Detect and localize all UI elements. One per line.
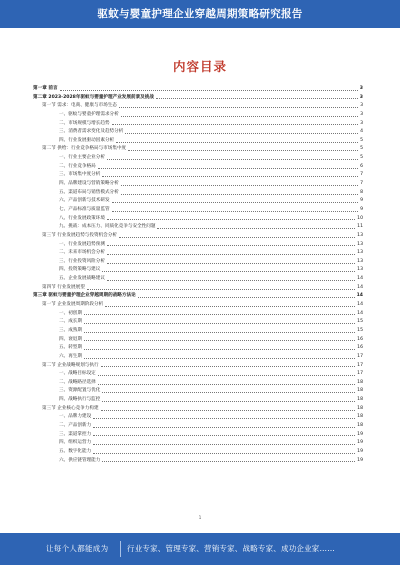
toc-entry[interactable] xyxy=(33,249,363,258)
toc-entry[interactable] xyxy=(33,85,363,94)
toc-entry-page: 3 xyxy=(360,111,363,117)
toc-entry-page: 14 xyxy=(357,310,363,316)
toc-entry-label: 第二节 企业战略规划与执行 xyxy=(42,362,100,371)
toc-entry-label: 四、组织运营力 xyxy=(59,439,92,448)
report-title: 驱蚊与婴童护理企业穿越周期策略研究报告 xyxy=(97,8,303,20)
toc-entry[interactable] xyxy=(33,145,363,154)
toc-entry-label: 一、驱蚊与婴童护理需求分析 xyxy=(59,111,120,120)
toc-entry-page: 19 xyxy=(357,431,363,437)
toc-entry-page: 18 xyxy=(357,414,363,420)
footer-slogan: 让每个人都能成为 xyxy=(46,544,109,553)
toc-entry-label: 第三章 驱蚊与婴童护理企业穿越周期的战略方法论 xyxy=(33,292,137,301)
toc-entry-page: 3 xyxy=(360,103,363,109)
toc-leader-dots xyxy=(157,228,355,229)
toc-entry-page: 18 xyxy=(357,405,363,411)
page-number: 1 xyxy=(198,515,202,520)
toc-entry[interactable] xyxy=(33,128,363,137)
toc-entry[interactable] xyxy=(33,94,363,103)
toc-entry-page: 7 xyxy=(360,172,363,178)
toc-entry[interactable] xyxy=(33,301,363,310)
toc-entry-label: 一、战略目标设定 xyxy=(59,370,97,379)
toc-entry-label: 四、衰退期 xyxy=(59,336,83,345)
toc-leader-dots xyxy=(93,418,355,419)
toc-entry[interactable] xyxy=(33,422,363,431)
toc-leader-dots xyxy=(84,340,355,341)
toc-entry[interactable] xyxy=(33,396,363,405)
toc-leader-dots xyxy=(125,133,358,134)
toc-entry-label: 第三节 企业核心竞争力构建 xyxy=(42,405,100,414)
toc-entry[interactable] xyxy=(33,232,363,241)
toc-entry[interactable] xyxy=(33,379,363,388)
toc-entry-page: 13 xyxy=(357,232,363,238)
toc-entry[interactable] xyxy=(33,310,363,319)
toc-entry-page: 11 xyxy=(357,224,363,230)
toc-entry-label: 二、行业竞争格局 xyxy=(59,163,97,172)
toc-leader-dots xyxy=(121,116,358,117)
toc-entry-page: 16 xyxy=(357,336,363,342)
toc-entry[interactable] xyxy=(33,197,363,206)
toc-leader-dots xyxy=(101,366,356,367)
toc-entry[interactable] xyxy=(33,439,363,448)
toc-leader-dots xyxy=(121,185,358,186)
footer-tagline: 行业专家、管理专家、营销专家、战略专家、成功企业家…… xyxy=(127,544,335,553)
toc-entry[interactable] xyxy=(33,318,363,327)
toc-entry-label: 第一节 企业发展周期阶段分析 xyxy=(42,301,104,310)
toc-leader-dots xyxy=(93,435,355,436)
toc-entry-label: 五、数字化能力 xyxy=(59,448,92,457)
table-of-contents xyxy=(33,85,363,465)
toc-entry-label: 四、品牌建设与营销策略分析 xyxy=(59,180,120,189)
toc-leader-dots xyxy=(102,401,355,402)
toc-entry-label: 三、资源配置与优化 xyxy=(59,387,101,396)
toc-entry[interactable] xyxy=(33,457,363,466)
toc-leader-dots xyxy=(84,332,355,333)
toc-entry[interactable] xyxy=(33,362,363,371)
toc-entry-page: 19 xyxy=(357,457,363,463)
toc-leader-dots xyxy=(119,107,358,108)
toc-leader-dots xyxy=(112,124,359,125)
toc-leader-dots xyxy=(156,98,358,99)
toc-leader-dots xyxy=(102,461,355,462)
toc-leader-dots xyxy=(112,202,359,203)
toc-entry-label: 四、行业发展驱动因素分析 xyxy=(59,137,115,146)
toc-entry-page: 9 xyxy=(360,206,363,212)
toc-entry[interactable] xyxy=(33,163,363,172)
toc-entry[interactable] xyxy=(33,258,363,267)
toc-entry-page: 3 xyxy=(359,94,363,100)
toc-entry-page: 13 xyxy=(357,241,363,247)
toc-leader-dots xyxy=(87,289,355,290)
toc-entry[interactable] xyxy=(33,189,363,198)
toc-title: 内容目录 xyxy=(172,59,227,74)
toc-entry[interactable] xyxy=(33,370,363,379)
toc-entry-label: 一、行业发展趋势预测 xyxy=(59,241,106,250)
toc-entry-label: 八、行业发展政策环境 xyxy=(59,215,106,224)
toc-leader-dots xyxy=(119,237,355,238)
toc-entry-label: 三、消费者需求变化及趋势分析 xyxy=(59,128,124,137)
toc-leader-dots xyxy=(60,90,358,91)
toc-entry-page: 3 xyxy=(359,86,363,91)
toc-entry-page: 15 xyxy=(357,327,363,333)
toc-entry[interactable] xyxy=(33,206,363,215)
toc-entry-label: 三、行业投资风险分析 xyxy=(59,258,106,267)
toc-entry-page: 17 xyxy=(357,353,363,359)
toc-entry-label: 五、转型期 xyxy=(59,344,83,353)
toc-leader-dots xyxy=(93,453,355,454)
toc-entry[interactable] xyxy=(33,241,363,250)
toc-entry-label: 三、成熟期 xyxy=(59,327,83,336)
toc-entry-label: 三、市场集中度分析 xyxy=(59,171,101,180)
toc-entry-label: 二、未来市场机会分析 xyxy=(59,249,106,258)
toc-entry[interactable] xyxy=(33,405,363,414)
toc-leader-dots xyxy=(116,142,358,143)
toc-entry-page: 8 xyxy=(360,189,363,195)
toc-entry[interactable] xyxy=(33,336,363,345)
toc-leader-dots xyxy=(107,280,355,281)
toc-leader-dots xyxy=(128,150,358,151)
toc-entry-page: 14 xyxy=(357,276,363,282)
toc-entry-page: 15 xyxy=(357,319,363,325)
toc-entry-label: 第一节 需求：电商、健康与市场生态 xyxy=(42,102,118,111)
toc-entry-page: 10 xyxy=(357,215,363,221)
toc-leader-dots xyxy=(93,444,355,445)
toc-leader-dots xyxy=(98,375,355,376)
toc-leader-dots xyxy=(84,314,355,315)
toc-entry[interactable] xyxy=(33,266,363,275)
toc-entry-label: 二、市场规模与增长趋势 xyxy=(59,120,111,129)
toc-leader-dots xyxy=(98,384,355,385)
toc-entry[interactable] xyxy=(33,180,363,189)
toc-entry[interactable] xyxy=(33,353,363,362)
toc-entry[interactable] xyxy=(33,448,363,457)
toc-entry[interactable] xyxy=(33,344,363,353)
toc-entry-page: 19 xyxy=(357,440,363,446)
toc-entry-label: 第四节 行业发展展望 xyxy=(42,284,86,293)
toc-entry[interactable] xyxy=(33,413,363,422)
toc-entry[interactable] xyxy=(33,387,363,396)
toc-entry-page: 18 xyxy=(357,422,363,428)
toc-entry[interactable] xyxy=(33,215,363,224)
toc-entry-page: 5 xyxy=(360,146,363,152)
toc-entry-label: 二、战略路径选择 xyxy=(59,379,97,388)
toc-entry-label: 四、投资策略与建议 xyxy=(59,266,101,275)
footer-divider xyxy=(120,541,121,557)
toc-entry-page: 13 xyxy=(357,250,363,256)
toc-entry[interactable] xyxy=(33,137,363,146)
toc-entry[interactable] xyxy=(33,154,363,163)
toc-entry[interactable] xyxy=(33,102,363,111)
toc-leader-dots xyxy=(98,168,358,169)
toc-entry-label: 九、挑战：成本压力、同质化竞争与安全性问题 xyxy=(59,223,156,232)
toc-entry-page: 17 xyxy=(357,362,363,368)
toc-entry-label: 第二章 2023-2028年驱蚊与婴童护理产业发展前景及挑战 xyxy=(33,94,155,103)
toc-entry-page: 18 xyxy=(357,388,363,394)
toc-leader-dots xyxy=(107,245,355,246)
toc-entry-page: 13 xyxy=(357,267,363,273)
toc-entry-page: 9 xyxy=(360,198,363,204)
toc-entry-page: 13 xyxy=(357,258,363,264)
toc-entry-page: 14 xyxy=(357,284,363,290)
toc-leader-dots xyxy=(93,427,355,428)
toc-leader-dots xyxy=(105,306,355,307)
toc-entry-page: 14 xyxy=(356,293,363,299)
toc-leader-dots xyxy=(121,194,358,195)
toc-entry-label: 第二节 供给：行业竞争格局与市场集中度 xyxy=(42,145,127,154)
toc-entry-label: 一、初创期 xyxy=(59,310,83,319)
toc-entry-label: 二、产品创新力 xyxy=(59,422,92,431)
toc-entry-page: 3 xyxy=(360,120,363,126)
toc-leader-dots xyxy=(107,263,355,264)
toc-entry[interactable] xyxy=(33,292,363,301)
toc-entry-label: 一、品牌力建设 xyxy=(59,413,92,422)
toc-entry-page: 5 xyxy=(360,137,363,143)
toc-entry[interactable] xyxy=(33,275,363,284)
toc-leader-dots xyxy=(84,349,355,350)
toc-leader-dots xyxy=(84,323,355,324)
toc-entry-page: 16 xyxy=(357,345,363,351)
toc-leader-dots xyxy=(101,410,356,411)
toc-entry-label: 第三节 行业发展趋势与投资机会分析 xyxy=(42,232,118,241)
toc-entry-label: 五、渠道布局与销售模式分析 xyxy=(59,189,120,198)
toc-entry-label: 七、产品标准与质量监管 xyxy=(59,206,111,215)
toc-entry-page: 7 xyxy=(360,181,363,187)
toc-entry-page: 5 xyxy=(360,155,363,161)
toc-entry-label: 一、行业主要企业分析 xyxy=(59,154,106,163)
toc-leader-dots xyxy=(84,358,355,359)
toc-leader-dots xyxy=(107,219,355,220)
toc-entry-page: 17 xyxy=(357,371,363,377)
toc-entry-page: 19 xyxy=(357,448,363,454)
toc-entry[interactable] xyxy=(33,284,363,293)
toc-entry-label: 二、成长期 xyxy=(59,318,83,327)
toc-entry[interactable] xyxy=(33,111,363,120)
toc-entry[interactable] xyxy=(33,431,363,440)
toc-leader-dots xyxy=(102,271,355,272)
toc-leader-dots xyxy=(107,159,358,160)
toc-entry-page: 14 xyxy=(357,302,363,308)
toc-leader-dots xyxy=(138,297,355,298)
toc-entry[interactable] xyxy=(33,171,363,180)
toc-entry-label: 六、产品创新与技术研发 xyxy=(59,197,111,206)
toc-leader-dots xyxy=(107,254,355,255)
toc-entry-label: 第一章 前言 xyxy=(33,85,59,94)
toc-entry-page: 4 xyxy=(360,129,363,135)
toc-entry-label: 三、渠道掌控力 xyxy=(59,431,92,440)
toc-entry[interactable] xyxy=(33,223,363,232)
toc-entry[interactable] xyxy=(33,120,363,129)
toc-entry[interactable] xyxy=(33,327,363,336)
toc-entry-label: 五、企业发展战略建议 xyxy=(59,275,106,284)
toc-entry-page: 18 xyxy=(357,379,363,385)
toc-entry-label: 四、战略执行与监控 xyxy=(59,396,101,405)
toc-entry-page: 6 xyxy=(360,163,363,169)
toc-leader-dots xyxy=(102,176,358,177)
toc-entry-label: 六、再生期 xyxy=(59,353,83,362)
toc-leader-dots xyxy=(102,392,355,393)
toc-leader-dots xyxy=(112,211,359,212)
toc-entry-page: 18 xyxy=(357,397,363,403)
toc-entry-label: 六、供应链管理能力 xyxy=(59,457,101,466)
